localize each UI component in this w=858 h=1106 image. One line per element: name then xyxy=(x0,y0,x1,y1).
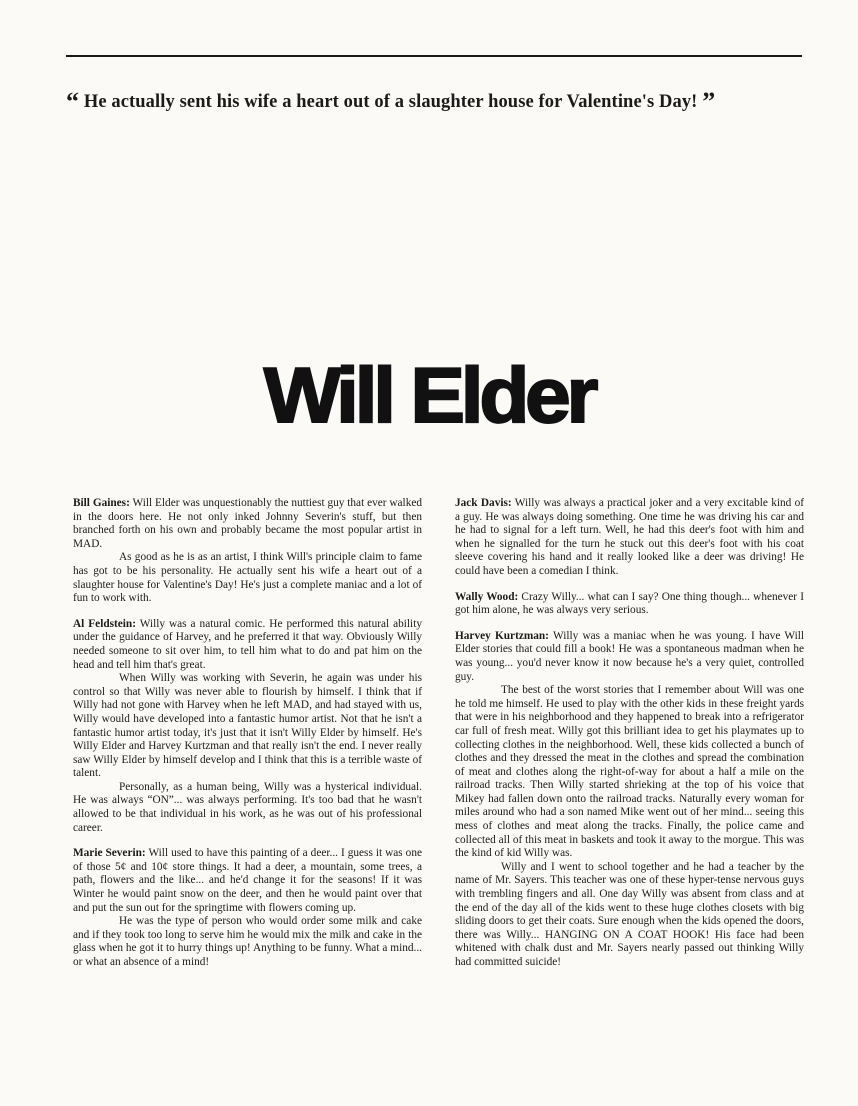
quote-entry-bill-gaines xyxy=(73,497,422,606)
quote-paragraph: Willy was a maniac when he was young. I have Will Elder stories that could fill a book! He was a spontaneous madman when he was young... you'd never know it now because he's a very quiet, controlled guy. xyxy=(455,629,804,683)
quote-entry-jack-davis xyxy=(455,497,804,579)
quote-paragraph: Will used to have this painting of a deer... I guess it was one of those 5¢ and 10¢ store things. It had a deer, a mountain, some trees, a path, flowers and the like... and he'd change it for the seasons! If it was Winter he would paint snow on the deer, and then he would paint over that and put the sun out for the springtime with flowers coming up. xyxy=(73,847,422,914)
speaker-name: Jack Davis: xyxy=(455,497,512,509)
right-column xyxy=(455,497,804,982)
quote-paragraph: When Willy was working with Severin, he again was under his control so that Willy was never able to flourish by himself. I think that if Willy had not gone with Harvey when he left MAD, and had stayed with us, Willy would have developed into a fantastic humor artist. Not that he isn't a fantastic humor artist today, it's just that it isn't Willy Elder by himself. He's Willy Elder and Harvey Kurtzman and that really isn't the end. I never really saw Willy Elder by himself develop and I think that this is a terrible waste of talent. xyxy=(73,672,422,780)
quote-entry-al-feldstein xyxy=(73,618,422,836)
open-quote-mark: “ xyxy=(66,87,80,116)
quote-paragraph: The best of the worst stories that I remember about Will was one he told me himself. He used to play with the other kids in these freight yards that were in his neighborhood and they happened to break into a refrigerator car full of fresh meat. Willy got this brilliant idea to get his playmates up to collecting clothes in the neighborhood. Well, these kids collected a bunch of clothes and they dressed the meat in the clothes and spread the combination of meat and clothes along the right-of-way for about a half a mile on the railroad tracks. Then Willy started shrieking at the top of his voice that Mikey had fallen down onto the railroad tracks. Naturally every woman for miles around who had a son named Mike went out of her mind... seeing this mess of clothes and meat along the tracks. Finally, the police came and collected all of this meat in baskets and took it away to the morgue. This was the kind of kid Willy was. xyxy=(455,684,804,860)
speaker-name: Bill Gaines: xyxy=(73,497,130,509)
quote-paragraph: Willy was always a practical joker and a very excitable kind of a guy. He was always doing something. One time he was driving his car and he had to signal for a left turn. Well, he had this deer's foot with him and when he signalled for the turn he stuck out this deer's foot with his coat sleeve covering his hand and it really looked like a deer was driving! He could have been a comedian I think. xyxy=(455,497,804,577)
quote-entry-marie-severin xyxy=(73,847,422,969)
quote-paragraph: Will Elder was unquestionably the nuttiest guy that ever walked in the doors here. He not only inked Johnny Severin's stuff, but then branched forth on his own and probably became the most popular artist in MAD. xyxy=(73,497,423,550)
top-rule xyxy=(66,55,802,57)
speaker-name: Al Feldstein: xyxy=(73,617,136,630)
speaker-name: Harvey Kurtzman: xyxy=(455,629,549,642)
pull-quote xyxy=(66,87,806,116)
quote-paragraph: Crazy Willy... what can I say? One thing though... whenever I got him alone, he was always very serious. xyxy=(455,590,804,617)
pull-quote-text: He actually sent his wife a heart out of a slaughter house for Valentine's Day! xyxy=(83,92,698,112)
quote-paragraph: As good as he is as an artist, I think Will's principle claim to fame has got to be his personality. He actually sent his wife a heart out of a slaughter house for Valentine's Day! He's just a complete maniac and a lot of fun to work with. xyxy=(73,551,422,605)
close-quote-mark: ” xyxy=(702,87,716,116)
quote-paragraph: Personally, as a human being, Willy was a hysterical individual. He was always “ON”... was always performing. It's too bad that he wasn't allowed to be that individual in his work, as he was out of his professional career. xyxy=(73,780,422,834)
quote-paragraph: Willy and I went to school together and he had a teacher by the name of Mr. Sayers. This teacher was one of these hyper-tense nervous guys with trembling fingers and all. One day Willy was absent from class and at the end of the day all of the kids went to these huge clothes closets with big sliding doors to get their coats. Sure enough when the kids opened the doors, there was Willy... HANGING ON A COAT HOOK! His face had been whitened with chalk dust and Mr. Sayers nearly passed out thinking Willy had committed suicide! xyxy=(455,860,804,968)
speaker-name: Marie Severin: xyxy=(73,847,146,860)
quote-entry-wally-wood xyxy=(455,591,804,618)
quote-entry-harvey-kurtzman xyxy=(455,630,804,970)
left-column xyxy=(73,497,422,982)
quote-paragraph: Willy was a natural comic. He performed this natural ability under the guidance of Harvey, and he preferred it that way. Obviously Willy needed someone to sit over him, to tell him what to do and pat him on the head and tell him that's great. xyxy=(73,617,422,671)
article-title: Will Elder xyxy=(263,351,595,439)
quote-paragraph: He was the type of person who would order some milk and cake and if they took too long to serve him he would mix the milk and cake in the glass when he got it to hurry things up! Anything to be funny. What a mind... or what an absence of a mind! xyxy=(73,915,422,968)
speaker-name: Wally Wood: xyxy=(455,590,519,603)
